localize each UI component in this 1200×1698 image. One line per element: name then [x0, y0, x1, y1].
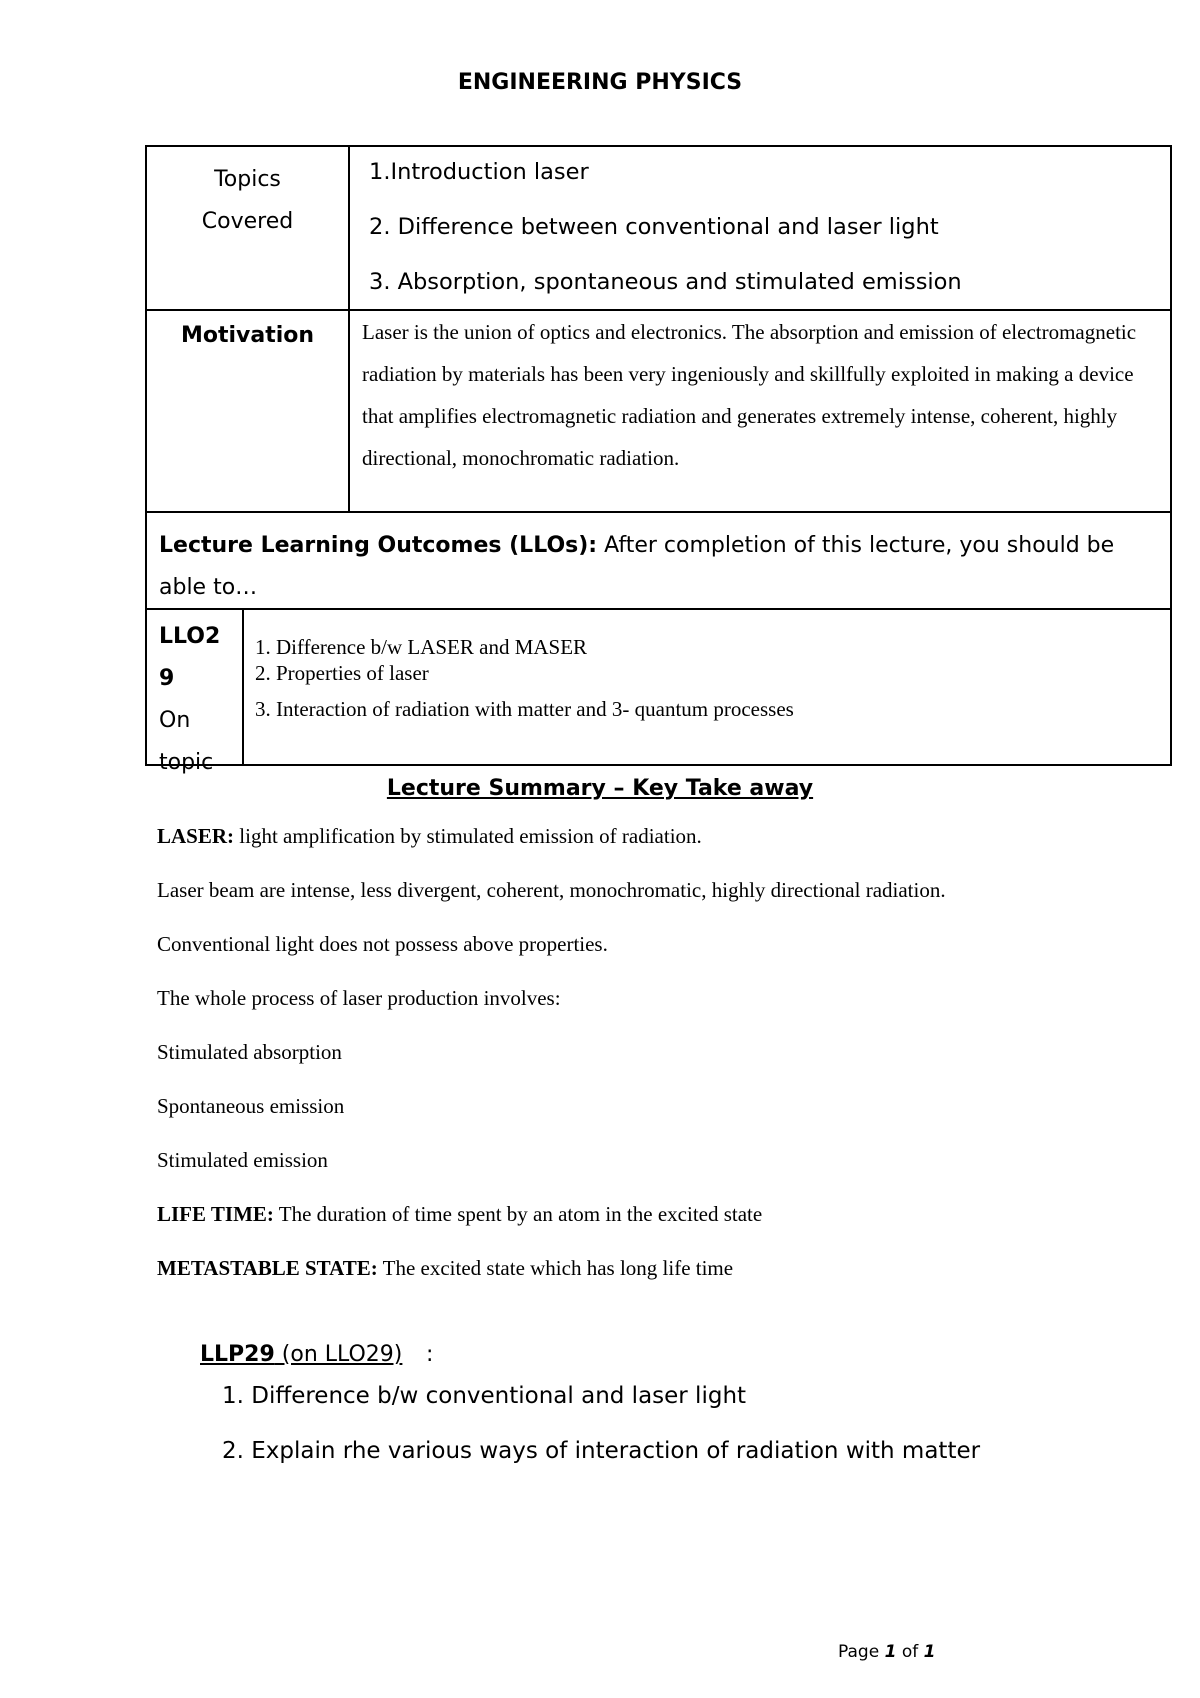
llp-question: 1. Difference b/w conventional and laser light: [222, 1383, 747, 1409]
column-divider: [348, 147, 350, 309]
motivation-label: Motivation: [180, 323, 315, 348]
outcome-item: 2. Properties of laser: [255, 661, 429, 685]
outcome-item: 3. Interaction of radiation with matter and 3- quantum processes: [255, 697, 794, 721]
llp-heading-rest: (on LLO29): [274, 1342, 403, 1367]
llp-questions-list: [222, 1380, 980, 1490]
page-total: 1: [923, 1642, 936, 1662]
llp-question: 2. Explain rhe various ways of interaction of radiation with matter: [222, 1438, 981, 1464]
lifetime-term: LIFE TIME:: [157, 1202, 274, 1226]
topic-item: 2. Difference between conventional and laser light: [369, 214, 939, 240]
topic-item: 1.Introduction laser: [369, 159, 589, 185]
llo29-label-line2: 9: [159, 666, 175, 691]
llo-heading-row: [145, 511, 1172, 610]
llp-heading-bold: LLP29: [200, 1342, 275, 1367]
summary-line: [157, 1200, 1157, 1254]
topics-covered-label: [147, 159, 348, 243]
summary-line: Stimulated emission: [157, 1148, 328, 1172]
summary-line: [157, 822, 1157, 876]
summary-line: Spontaneous emission: [157, 1094, 345, 1118]
topics-covered-row: [145, 145, 1172, 311]
summary-line: The whole process of laser production involves:: [157, 986, 561, 1010]
document-title: ENGINEERING PHYSICS: [457, 70, 743, 95]
topics-label-line2: Covered: [201, 209, 294, 234]
llp-heading-colon: :: [426, 1342, 434, 1367]
topics-list: [369, 157, 962, 322]
summary-line: Stimulated absorption: [157, 1040, 342, 1064]
llo-heading: [159, 525, 1159, 609]
llo29-outcomes-list: [255, 634, 794, 722]
metastable-definition: The excited state which has long life time: [377, 1256, 734, 1280]
metastable-term: METASTABLE STATE:: [157, 1256, 378, 1280]
motivation-text: Laser is the union of optics and electronics. The absorption and emission of electromagnetic radiation by materials has been very ingeniously and skillfully exploited in making a device that amplifies electromagnetic radiation and generates extremely intense, coherent, highly directional, monochromatic radiation.: [362, 320, 1137, 470]
llo-heading-rest: After completion of this lecture, you should be able to…: [159, 533, 1115, 600]
summary-heading: Lecture Summary – Key Take away: [386, 776, 814, 801]
page-number: 1: [884, 1642, 897, 1662]
summary-list: [157, 822, 1157, 1308]
topic-item: 3. Absorption, spontaneous and stimulated emission: [369, 269, 962, 295]
llo29-row: [145, 608, 1172, 775]
page-word: Page: [838, 1642, 880, 1662]
llo29-label-line3: On: [159, 708, 191, 733]
page-footer: [838, 1642, 935, 1662]
llo29-label-line4: topic: [159, 750, 214, 775]
llo-heading-bold: Lecture Learning Outcomes (LLOs):: [159, 533, 598, 558]
summary-line: [157, 1254, 1157, 1308]
column-divider: [348, 311, 350, 511]
column-divider: [242, 610, 244, 764]
llo29-label-line1: LLO2: [159, 624, 221, 649]
laser-definition: light amplification by stimulated emission of radiation.: [234, 824, 702, 848]
lifetime-definition: The duration of time spent by an atom in the excited state: [273, 1202, 763, 1226]
summary-line: Laser beam are intense, less divergent, coherent, monochromatic, highly directional radiation.: [157, 878, 946, 902]
summary-line: Conventional light does not possess above properties.: [157, 932, 608, 956]
llp-heading: [200, 1342, 402, 1367]
motivation-row: [145, 309, 1172, 513]
llo29-label: [159, 616, 239, 784]
of-word: of: [901, 1642, 919, 1662]
outcome-item: 1. Difference b/w LASER and MASER: [255, 635, 588, 659]
laser-term: LASER:: [157, 824, 235, 848]
topics-label-line1: Topics: [214, 167, 281, 192]
